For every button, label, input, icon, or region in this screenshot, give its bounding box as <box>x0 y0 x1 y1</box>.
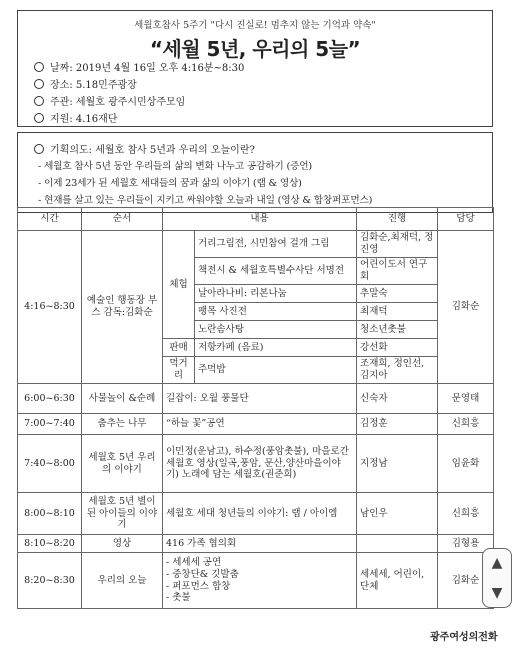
cell-content: 세월호 세대 청년들의 이야기: 랩 / 아이엠 <box>163 493 357 535</box>
cell-manager: 김화순 <box>438 231 494 384</box>
table-row <box>18 535 494 553</box>
info-organizer: 주관: 세월호 광주시민상주모임 <box>34 93 185 108</box>
cell-host: 신숙자 <box>357 384 438 414</box>
cell-content: 거리그림전, 시민참여 걸개 그림 <box>195 231 357 258</box>
cell-order: 춤추는 나무 <box>82 414 163 435</box>
cell-time: 6:00~6:30 <box>18 384 82 414</box>
cell-manager: 김화순 <box>438 553 494 609</box>
table-row <box>18 493 494 535</box>
cell-content: 날아라나비: 리본나눔 <box>195 285 357 303</box>
cell-manager: 신희흥 <box>438 493 494 535</box>
schedule-table <box>17 207 493 609</box>
header-host: 진행 <box>357 208 438 231</box>
circle-bullet-icon <box>34 62 44 72</box>
cell-host: 김화순,최재덕, 정진영 <box>357 231 438 258</box>
table-row <box>18 414 494 435</box>
circle-bullet-icon <box>34 113 44 123</box>
scroll-up-button[interactable] <box>483 549 511 577</box>
cell-time: 7:40~8:00 <box>18 435 82 493</box>
header-order: 순서 <box>82 208 163 231</box>
cell-host: 지정남 <box>357 435 438 493</box>
cell-content: 416 가족 협의회 <box>163 535 357 553</box>
plan-item: - 현재를 살고 있는 우리들이 지키고 싸워야할 오늘과 내일 (영상 & 합창퍼포먼스) <box>38 195 373 206</box>
cell-time: 8:00~8:10 <box>18 493 82 535</box>
plan-item: - 세월호 참사 5년 동안 우리들의 삶의 변화 나누고 공감하기 (증언) <box>38 161 312 172</box>
cell-content: - 세세세 공연 - 중창단& 깃발춤 - 퍼포먼스 합창 - 촛불 <box>163 553 357 609</box>
event-subtitle: 세월호참사 5주기 "다시 진실로! 멈추지 않는 기억과 약속" <box>134 20 376 31</box>
cell-manager: 문영태 <box>438 384 494 414</box>
event-info-box <box>17 10 493 127</box>
header-manager: 담당 <box>438 208 494 231</box>
cell-content: 책전시 & 세월호특별수사단 서명전 <box>195 258 357 285</box>
event-title: “세월 5년, 우리의 5늘” <box>149 37 361 61</box>
cell-host: 조재희, 정인선, 김지아 <box>357 357 438 384</box>
plan-item: - 이제 23세가 된 세월호 세대들의 꿈과 삶의 이야기 (랩 & 영상) <box>38 178 302 189</box>
cell-host: 추말숙 <box>357 285 438 303</box>
circle-bullet-icon <box>34 79 44 89</box>
circle-bullet-icon <box>34 144 44 154</box>
cell-manager: 김형용 <box>438 535 494 553</box>
cell-content: 주먹밥 <box>195 357 357 384</box>
cell-content: 팽목 사진전 <box>195 303 357 321</box>
cell-order: 사물놀이 &순례 <box>82 384 163 414</box>
circle-bullet-icon <box>34 96 44 106</box>
plan-intro: 기획의도: 세월호 참사 5년과 우리의 오늘이란? <box>34 141 255 156</box>
cell-manager: 임윤화 <box>438 435 494 493</box>
header-content: 내용 <box>163 208 357 231</box>
table-row <box>18 553 494 609</box>
cell-host: 어린이도서 연구회 <box>357 258 438 285</box>
cell-order: 우리의 오늘 <box>82 553 163 609</box>
cell-time: 8:20~8:30 <box>18 553 82 609</box>
table-header-row <box>18 208 494 231</box>
cell-content: “하늘 꽃”공연 <box>163 414 357 435</box>
info-date: 날짜: 2019년 4월 16일 오후 4:16분~8:30 <box>34 59 244 74</box>
cell-host: 청소년촛불 <box>357 321 438 339</box>
cell-time: 7:00~7:40 <box>18 414 82 435</box>
cell-content: 저항카페 (음료) <box>195 339 357 357</box>
cell-category: 체험 <box>163 231 195 339</box>
info-support: 지원: 4.16재단 <box>34 110 117 125</box>
cell-host: 최재덕 <box>357 303 438 321</box>
cell-order: 세월호 5년 우리의 이야기 <box>82 435 163 493</box>
cell-category: 먹거리 <box>163 357 195 384</box>
cell-order: 영상 <box>82 535 163 553</box>
cell-content: 노란솜사탕 <box>195 321 357 339</box>
scroll-down-button[interactable] <box>483 579 511 607</box>
cell-content: 이민정(운남고), 하수정(풍암촛불), 마을로간 세월호 영상(일곡,풍암, 문산,양산마을이야기) 노래에 담는 세월호(권준희) <box>163 435 357 493</box>
cell-host: 강선화 <box>357 339 438 357</box>
cell-order: 세월호 5년 별이된 아이들의 이야기 <box>82 493 163 535</box>
cell-time: 8:10~8:20 <box>18 535 82 553</box>
info-place: 장소: 5.18민주광장 <box>34 76 137 91</box>
cell-host <box>357 535 438 553</box>
cell-manager: 신희흥 <box>438 414 494 435</box>
scroll-control <box>482 548 512 608</box>
table-row <box>18 435 494 493</box>
cell-host: 남인우 <box>357 493 438 535</box>
cell-time: 4:16~8:30 <box>18 231 82 384</box>
cell-host: 세세세, 어린이, 단체 <box>357 553 438 609</box>
cell-content: 길잡이: 오월 풍물단 <box>163 384 357 414</box>
cell-order: 예술인 행동장 부스 감독:김화순 <box>82 231 163 384</box>
cell-host: 김정훈 <box>357 414 438 435</box>
header-time: 시간 <box>18 208 82 231</box>
arrow-up-icon: ▲ <box>491 555 503 571</box>
planning-intent-box <box>17 132 493 213</box>
cell-category: 판매 <box>163 339 195 357</box>
table-row <box>18 231 494 258</box>
watermark: 광주여성의전화 <box>430 632 498 643</box>
arrow-down-icon: ▼ <box>491 585 503 601</box>
table-row <box>18 384 494 414</box>
